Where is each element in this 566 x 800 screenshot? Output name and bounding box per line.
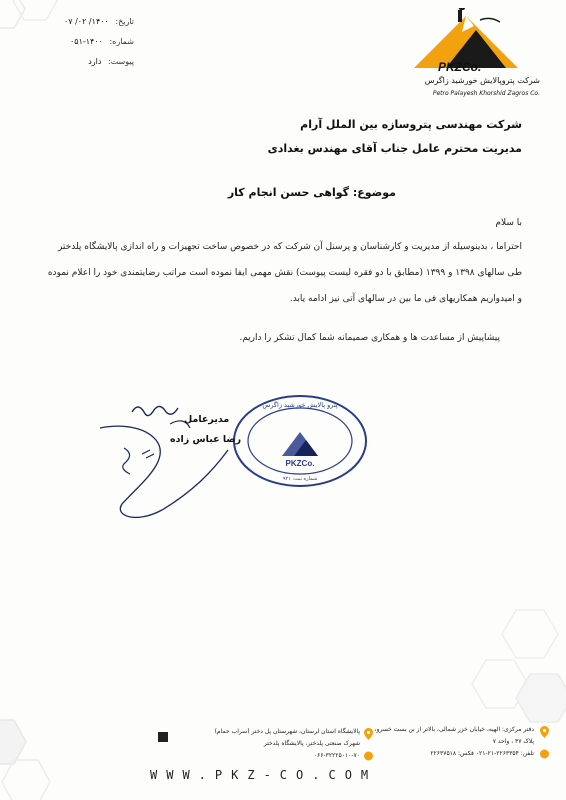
hexagon-decoration-bottom-left xyxy=(0,690,70,800)
attachment-label: پیوست: xyxy=(107,57,134,66)
stamp-ring-text: پترو پالایش خورشید زاگرس xyxy=(262,401,338,409)
refinery-phone: ۰۶۶-۳۲۲۲۵۰۱۰-۷۰ xyxy=(313,752,360,759)
body-line-3: و امیدواریم همکاریهای فی ما بین در سالهای آتی نیز ادامه یابد. xyxy=(289,294,522,304)
date-label: تاریخ: xyxy=(115,17,134,26)
refinery-phone-icon xyxy=(364,750,373,762)
date-value: ۱۴۰۰/ ۰۲/ ۰۷ xyxy=(63,17,109,26)
recipient-person: مدیریت محترم عامل جناب آقای مهندس بغدادی xyxy=(267,142,522,155)
logo-name-en: Petro Palayesh Khorshid Zagros Co. xyxy=(432,90,540,97)
attachment-value: دارد xyxy=(88,57,102,66)
date-row xyxy=(14,12,134,32)
company-logo xyxy=(384,8,544,108)
letter-subject: موضوع: گواهی حسن انجام کار xyxy=(227,186,396,199)
company-stamp xyxy=(230,392,370,490)
logo-name-fa: شرکت پتروپالایش خورشید زاگرس xyxy=(424,76,540,85)
signer-name: رضا عباس زاده xyxy=(170,434,242,445)
body-line-1: احتراما ، بدینوسیله از مدیریت و کارشناسان و پرسنل آن شرکت که در خصوص ساخت تجهیزات و راه اندازی پالایشگاه پلدختر xyxy=(57,242,522,252)
refinery-pin-icon xyxy=(364,728,373,740)
head-office-address-2: پلاک ۳۷ ، واحد ۷ xyxy=(492,738,534,745)
number-value: ۱۴۰۰-۰۵۱ xyxy=(69,37,103,46)
logo-brand: PKZCo. xyxy=(438,60,482,74)
stamp-brand: PKZCo. xyxy=(285,459,315,468)
closing-line: پیشاپیش از مساعدت ها و همکاری صمیمانه شما کمال تشکر را داریم. xyxy=(239,333,500,343)
hexagon-decoration-bottom-right xyxy=(446,600,566,730)
phone-icon xyxy=(540,748,549,760)
refinery-address: پالایشگاه استان لرستان، شهرستان پل دختر (سراب حمام) xyxy=(214,728,360,735)
footer-square-mark xyxy=(158,732,168,742)
head-office-address: دفتر مرکزی: الهیه، خیابان خزر شمالی، بالاتر از بن بست خسرو، xyxy=(374,726,534,733)
stamp-registration: شماره ثبت: ۹۲۱ xyxy=(282,476,318,482)
number-row xyxy=(14,32,134,52)
number-label: شماره: xyxy=(109,37,134,46)
refinery-address-2: شهرک صنعتی پلدختر، پالایشگاه پلدختر xyxy=(263,740,360,747)
attachment-row xyxy=(14,52,134,72)
location-pin-icon xyxy=(540,726,549,738)
signer-title: مدیرعامل xyxy=(184,414,230,425)
recipient-company: شرکت مهندسی پتروسازه بین الملل آرام xyxy=(300,118,522,131)
letter-meta xyxy=(14,12,134,72)
website-url: WWW.PKZ-CO.COM xyxy=(150,768,378,782)
greeting: با سلام xyxy=(495,218,522,228)
body-line-2: طی سالهای ۱۳۹۸ و ۱۳۹۹ (مطابق با دو فقره لیست پیوست) نقش مهمی ایفا نموده است مراتب رضایتمندی خود را اعلام نموده xyxy=(47,268,522,278)
head-office-phone: تلفن: ۲۲۶۳۳۵۴-۲۱-۰۲۱ فکس: ۲۲۶۳۷۵۱۸ xyxy=(430,750,534,757)
